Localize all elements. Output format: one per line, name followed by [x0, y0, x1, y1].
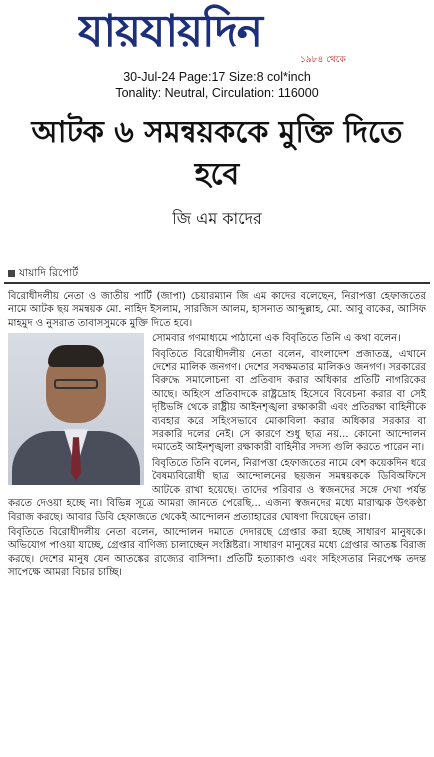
paragraph-1: বিরোধীদলীয় নেতা ও জাতীয় পার্টি (জাপা) চেয়ারম্যান জি এম কাদের বলেছেন, নিরাপত্তা হেফাজতের নামে আটক ছয় সমন্বয়ক মো. নাহিদ ইসলাম, সারজিস আলম, হাসনাত আব্দুল্লাহ, মো. আবু বাকের, আসিফ মাহমুদ ও নুসরাত তাবাসসুমকে মুক্তি দিতে হবে।	[8, 291, 426, 329]
newspaper-logo: যায়যায়দিন	[78, 6, 263, 57]
paragraph-3: বিবৃতিতে বিরোধীদলীয় নেতা বলেন, বাংলাদেশ প্রজাতন্ত্র, এখানে দেশের মালিক জনগণ। দেশের সবক্ষমতার মালিকও জনগণ। সরকারের বিরুদ্ধে সমালোচনা বা প্রতিবাদ করার অধিকার প্রতিটি নাগরিকের আছে। অহিংস প্রতিবাদকে রাষ্ট্রদ্রোহ হিসেবে বিবেচনা করার বা সেই দৃষ্টিভঙ্গি থেকে রাষ্ট্রীয় আইনশৃঙ্খলা রক্ষাকারী এবং প্রতিরক্ষা বাহিনীকে ব্যবহার করে সহিংসভাবে মোকাবিলা করার অধিকার সরকার বা সরকারি দলের নেই। সে কারণে শুধু ছাত্র নয়... কোনো আন্দোলন দমাতেই আইনশৃঙ্খলা রক্ষাকারী বাহিনীর সদস্য গুলি করতে পারেন না।	[152, 348, 426, 454]
paragraph-2: সোমবার গণমাধ্যমে পাঠানো এক বিবৃতিতে তিনি এ কথা বলেন।	[152, 333, 401, 345]
square-bullet-icon	[8, 270, 15, 277]
reporter-credit	[8, 266, 78, 283]
portrait-photo	[8, 333, 144, 485]
clipping-meta-date: 30-Jul-24 Page:17 Size:8 col*inch	[123, 70, 311, 84]
paragraph-5: বিবৃতিতে বিরোধীদলীয় নেতা বলেন, আন্দোলন দমাতে দেদারছে গ্রেপ্তার করা হচ্ছে সাধারণ মানুষকে। অভিযোগ পাওয়া যাচ্ছে, গ্রেপ্তার বাণিজ্য চালাচ্ছেন সংশ্লিষ্টরা। সাধারণ মানুষের মধ্যে গ্রেপ্তার আতঙ্ক বিরাজ করছে। দেশের মানুষ যেন আতঙ্কের রাজ্যের বাসিন্দা। প্রতিটি হত্যাকাণ্ড এবং সহিংসতার নিরপেক্ষ তদন্ত সাপেক্ষে আমরা বিচার চাচ্ছি।	[8, 526, 426, 579]
clipping-meta-tonality: Tonality: Neutral, Circulation: 116000	[115, 86, 319, 100]
divider	[4, 282, 430, 284]
reporter-label: যায়াদি রিপোর্ট	[19, 267, 79, 279]
logo-tagline: ১৯৮৪ থেকে	[300, 55, 346, 65]
headline: আটক ৬ সমন্বয়ককে মুক্তি দিতে হবে	[31, 115, 403, 192]
masthead	[0, 0, 434, 68]
paragraph-4: বিবৃতিতে তিনি বলেন, নিরাপত্তা হেফাজতের নামে বেশ কয়েকদিন ধরে বৈষম্যবিরোধী ছাত্র আন্দোলনের ছয়জন সমন্বয়ককে ডিবিঅফিসে আটকে রাখা হয়েছে। তাদের পরিবার ও স্বজনদের সঙ্গে দেখা পর্যন্ত করতে দেওয়া হচ্ছে না। বিভিন্ন সূত্রে আমরা জানতে পেরেছি... এজন্য স্বজনদের মধ্যে মারাত্মক উৎকণ্ঠা বিরাজ করছে। আবার ডিবি হেফাজতে থেকেই আন্দোলন প্রত্যাহারের ঘোষণা দিয়েছেন তারা।	[8, 457, 426, 523]
article-body	[8, 290, 426, 582]
byline-name: জি এম কাদের	[172, 209, 262, 228]
